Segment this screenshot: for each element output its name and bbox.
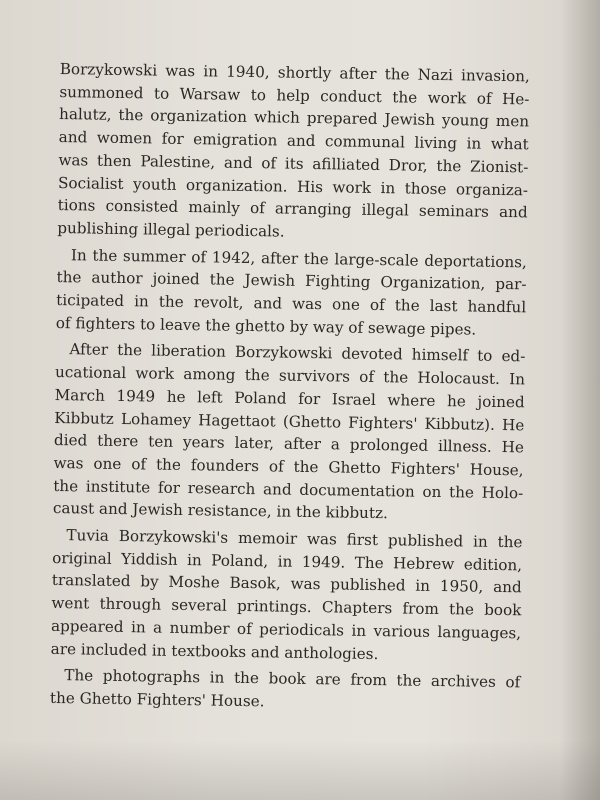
text-line: original Yiddish in Poland, in 1949. The Hebrew edition, [52, 548, 523, 575]
text-line: was one of the founders of the Ghetto Fighters' House, [53, 453, 524, 480]
text-line: tions consisted mainly of arranging illegal seminars and [57, 196, 528, 222]
text-line: translated by Moshe Basok, was published in 1950, and [51, 571, 522, 597]
paragraph-2 [56, 244, 527, 342]
text-line: died there ten years later, after a prolonged illness. He [53, 431, 525, 457]
text-line: the author joined the Jewish Fighting Organization, par- [56, 268, 527, 294]
text-line: summoned to Warsaw to help conduct the work of He- [59, 82, 530, 109]
text-line: Kibbutz Lohamey Hagettaot (Ghetto Fighters' Kibbutz). He [54, 408, 525, 434]
page-edge-shadow [560, 0, 600, 800]
text-line: Tuvia Borzykowski's memoir was first published in the [66, 526, 523, 552]
paragraph-5 [50, 664, 521, 717]
text-line: After the liberation Borzykowski devoted himself to ed- [69, 340, 526, 366]
paragraph-4 [51, 524, 523, 668]
text-line: the Ghetto Fighters' House. [49, 688, 265, 711]
text-line: the institute for research and documentation on the Holo- [53, 476, 524, 502]
text-line: are included in textbooks and anthologies. [50, 639, 379, 663]
text-line: ticipated in the revolt, and was one of the last handful [56, 291, 527, 317]
body-text [50, 58, 530, 721]
text-line: In the summer of 1942, after the large-scale deportations, [70, 245, 527, 271]
text-line: The photographs in the book are from the archives of [64, 666, 521, 692]
text-line: and women for emigration and communal living in what [58, 128, 529, 154]
text-line: caust and Jewish resistance, in the kibbutz. [52, 499, 388, 523]
text-line: was then Palestine, and of its afilliated Dror, the Zionist- [58, 150, 529, 177]
text-line: halutz, the organization which prepared Jewish young men [58, 105, 530, 131]
text-line: March 1949 he left Poland for Israel where he joined [54, 385, 525, 412]
text-line: went through several printings. Chapters from the book [51, 594, 522, 620]
text-line: ucational work among the survivors of the Holocaust. In [54, 363, 526, 389]
text-line: of fighters to leave the ghetto by way of sewage pipes. [55, 313, 477, 339]
paragraph-1 [57, 58, 530, 247]
text-line: appeared in a number of periodicals in various languages, [50, 616, 522, 643]
text-line: publishing illegal periodicals. [57, 218, 285, 241]
paragraph-3 [53, 338, 526, 527]
text-line: Socialist youth organization. His work in those organiza- [57, 173, 529, 199]
page-bottom-shadow [0, 740, 600, 800]
text-line: Borzykowski was in 1940, shortly after the Nazi invasion, [59, 59, 530, 86]
